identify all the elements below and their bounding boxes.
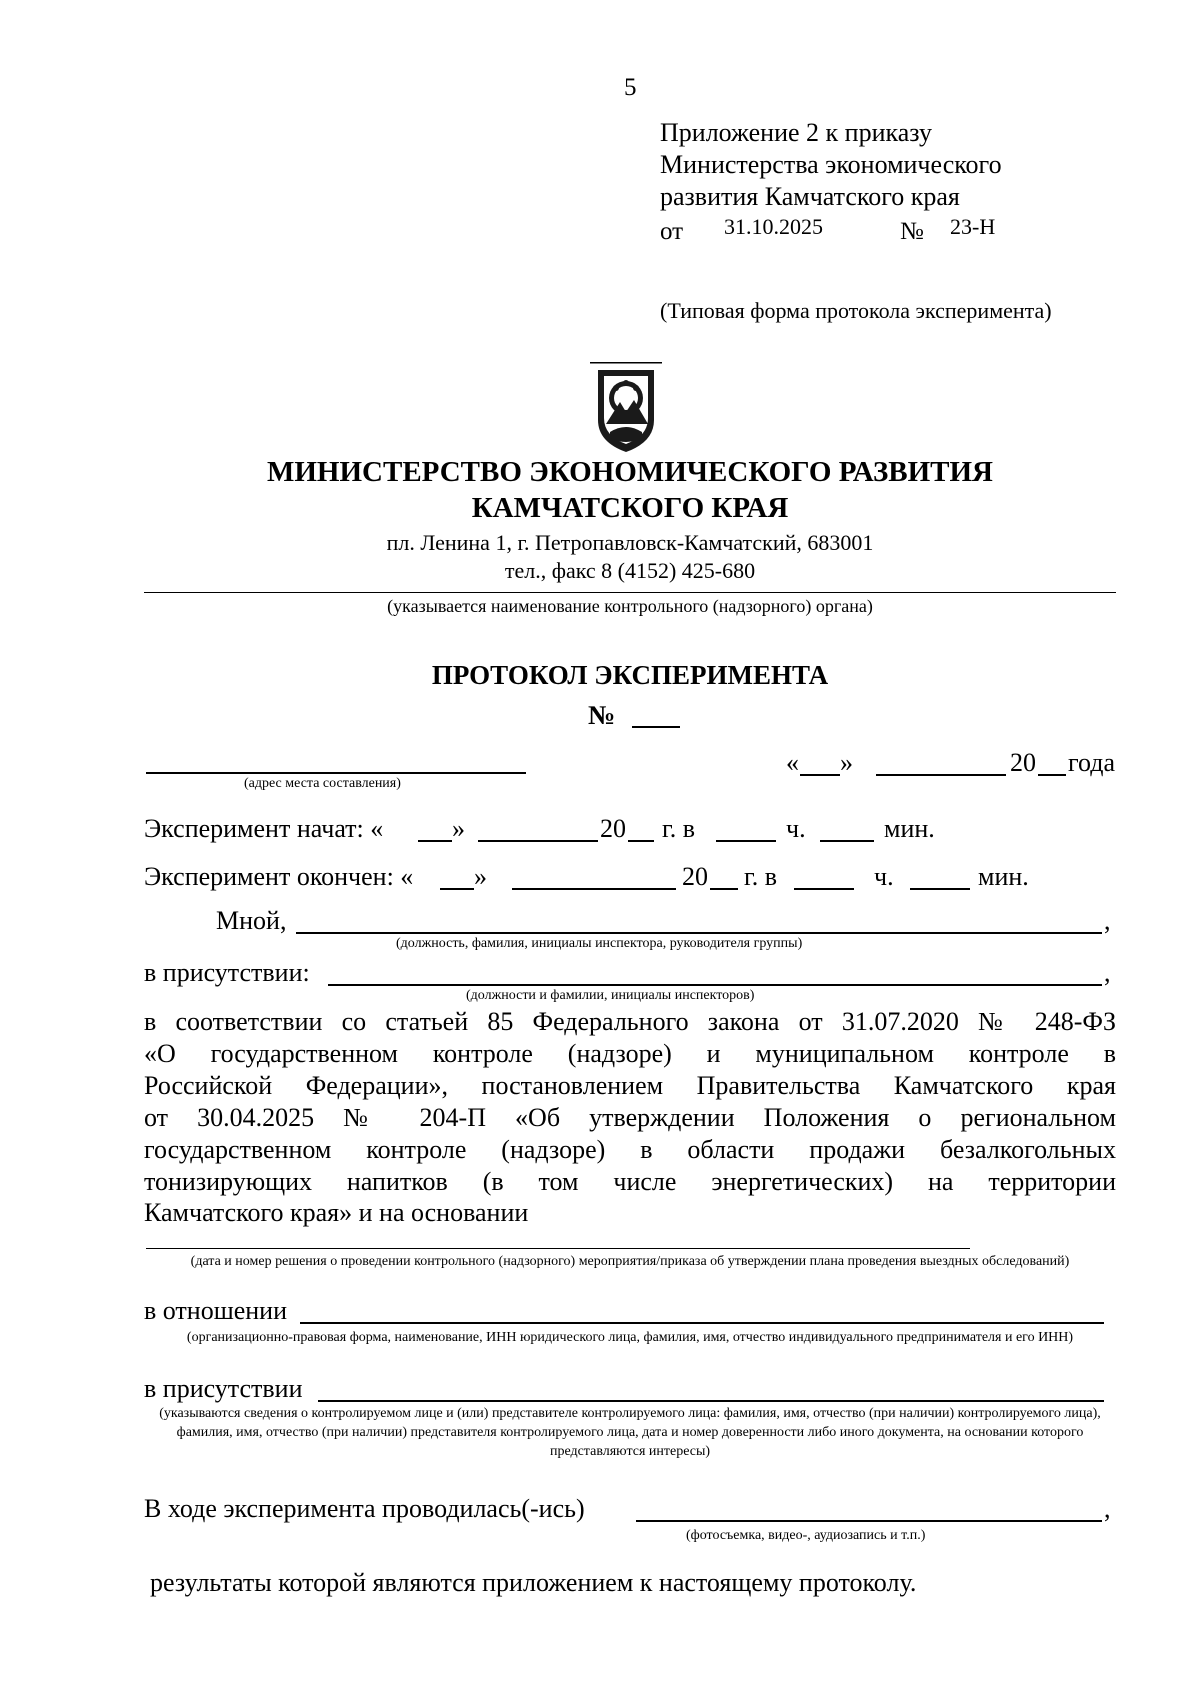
basis-line-1: в соответствии со статьей 85 Федерального закона от 31.07.2020 № 248-ФЗ bbox=[144, 1007, 1116, 1036]
protocol-title: ПРОТОКОЛ ЭКСПЕРИМЕНТА bbox=[431, 660, 829, 690]
inspectors-caption: (должности и фамилии, инициалы инспекторов) bbox=[466, 988, 755, 1003]
ministry-address: пл. Ленина 1, г. Петропавловск-Камчатский, 683001 bbox=[386, 530, 874, 555]
regarding-field[interactable] bbox=[300, 1322, 1104, 1324]
recording-caption: (фотосъемка, видео-, аудиозапись и т.п.) bbox=[686, 1528, 926, 1543]
started-month-field[interactable] bbox=[478, 840, 598, 842]
ministry-title-line-2: КАМЧАТСКОГО КРАЯ bbox=[471, 492, 789, 524]
started-year-prefix: 20 bbox=[600, 814, 626, 843]
date-year-prefix: 20 bbox=[1010, 748, 1036, 777]
basis-line-4: от 30.04.2025 № 204-П «Об утверждении Положения о региональном bbox=[144, 1103, 1116, 1132]
date-year-suffix: года bbox=[1068, 748, 1116, 777]
ended-hours-label: ч. bbox=[874, 862, 894, 891]
ministry-title-line-1: МИНИСТЕРСТВО ЭКОНОМИЧЕСКОГО РАЗВИТИЯ bbox=[267, 456, 993, 488]
basis-last-line: Камчатского края» и на основании bbox=[144, 1198, 529, 1227]
regarding-label: в отношении bbox=[144, 1296, 288, 1325]
appendix-number: 23-Н bbox=[950, 214, 996, 239]
ministry-phone: тел., факс 8 (4152) 425-680 bbox=[504, 558, 756, 583]
by-me-comma: , bbox=[1104, 906, 1111, 935]
protocol-number-field[interactable] bbox=[632, 726, 680, 728]
ended-close-quote: » bbox=[474, 862, 487, 891]
experiment-started-label: Эксперимент начат: « bbox=[144, 814, 384, 843]
recording-comma: , bbox=[1104, 1494, 1111, 1523]
appendix-line-3: развития Камчатского края bbox=[660, 182, 960, 211]
appendix-number-label: № bbox=[900, 218, 924, 245]
ended-year-field[interactable] bbox=[710, 888, 738, 890]
decision-caption: (дата и номер решения о проведении контрольного (надзорного) мероприятия/приказа об утверждении плана проведения выездных обследований) bbox=[190, 1254, 1070, 1269]
basis-line-3: Российской Федерации», постановлением Правительства Камчатского края bbox=[144, 1071, 1116, 1100]
appendix-line-1: Приложение 2 к приказу bbox=[660, 118, 933, 147]
experiment-ended-label: Эксперимент окончен: « bbox=[144, 862, 414, 891]
ended-day-field[interactable] bbox=[440, 888, 474, 890]
inspectors-field[interactable] bbox=[328, 984, 1102, 986]
appendix-from-label: от bbox=[660, 218, 684, 245]
date-close-quote: » bbox=[840, 748, 853, 777]
place-caption: (адрес места составления) bbox=[244, 776, 401, 791]
ended-minute-field[interactable] bbox=[910, 888, 970, 890]
presence2-field[interactable] bbox=[318, 1400, 1104, 1402]
presence-comma: , bbox=[1104, 958, 1111, 987]
page-number: 5 bbox=[624, 74, 637, 101]
started-minutes-label: мин. bbox=[884, 814, 935, 843]
inspector-caption: (должность, фамилия, инициалы инспектора, руководителя группы) bbox=[396, 936, 803, 951]
started-hour-field[interactable] bbox=[716, 840, 776, 842]
place-field[interactable] bbox=[146, 772, 526, 774]
basis-line-6: тонизирующих напитков (в том числе энергетических) на территории bbox=[144, 1167, 1116, 1196]
presence2-label: в присутствии bbox=[144, 1374, 303, 1403]
date-day-field[interactable] bbox=[800, 774, 840, 776]
regarding-caption: (организационно-правовая форма, наименование, ИНН юридического лица, фамилия, имя, отчество индивидуального предпринимателя и его ИНН) bbox=[186, 1330, 1074, 1345]
recording-label: В ходе эксперимента проводилась(-ись) bbox=[144, 1494, 585, 1523]
presence-label: в присутствии: bbox=[144, 958, 310, 987]
date-year-field[interactable] bbox=[1038, 774, 1066, 776]
ended-month-field[interactable] bbox=[512, 888, 676, 890]
date-open-quote: « bbox=[786, 748, 799, 777]
protocol-number-label: № bbox=[588, 700, 616, 730]
ended-minutes-label: мин. bbox=[978, 862, 1029, 891]
appendix-date: 31.10.2025 bbox=[724, 214, 823, 239]
started-year-g: г. в bbox=[662, 814, 696, 843]
by-me-label: Мной, bbox=[216, 906, 287, 935]
started-year-field[interactable] bbox=[628, 840, 654, 842]
inspector-field[interactable] bbox=[296, 932, 1102, 934]
ended-year-prefix: 20 bbox=[682, 862, 708, 891]
recording-field[interactable] bbox=[636, 1520, 1102, 1522]
appendix-line-2: Министерства экономического bbox=[660, 150, 1002, 179]
ended-year-g: г. в bbox=[744, 862, 778, 891]
started-close-quote: » bbox=[452, 814, 465, 843]
date-month-field[interactable] bbox=[876, 774, 1006, 776]
basis-line-5: государственном контроле (надзоре) в области продажи безалкогольных bbox=[144, 1135, 1116, 1164]
started-day-field[interactable] bbox=[418, 840, 452, 842]
kamchatka-coat-of-arms-icon bbox=[590, 362, 662, 454]
started-hours-label: ч. bbox=[786, 814, 806, 843]
recording-result: результаты которой являются приложением к настоящему протоколу. bbox=[150, 1568, 917, 1597]
header-divider bbox=[144, 592, 1116, 593]
header-caption: (указывается наименование контрольного (надзорного) органа) bbox=[387, 596, 873, 616]
form-type-note: (Типовая форма протокола эксперимента) bbox=[660, 298, 1052, 323]
presence2-caption: (указываются сведения о контролируемом лице и (или) представителе контролируемого лица: фамилия, имя, отчество (при наличии) контролируемого лица), фамилия, имя, отчество (при наличии) представителя контролируемого лица, дата и номер доверенности либо иного документа, на основании которого представляются интересы) bbox=[159, 1406, 1101, 1459]
basis-line-2: «О государственном контроле (надзоре) и муниципальном контроле в bbox=[144, 1039, 1116, 1068]
started-minute-field[interactable] bbox=[820, 840, 874, 842]
decision-field[interactable] bbox=[146, 1248, 970, 1249]
ended-hour-field[interactable] bbox=[794, 888, 854, 890]
